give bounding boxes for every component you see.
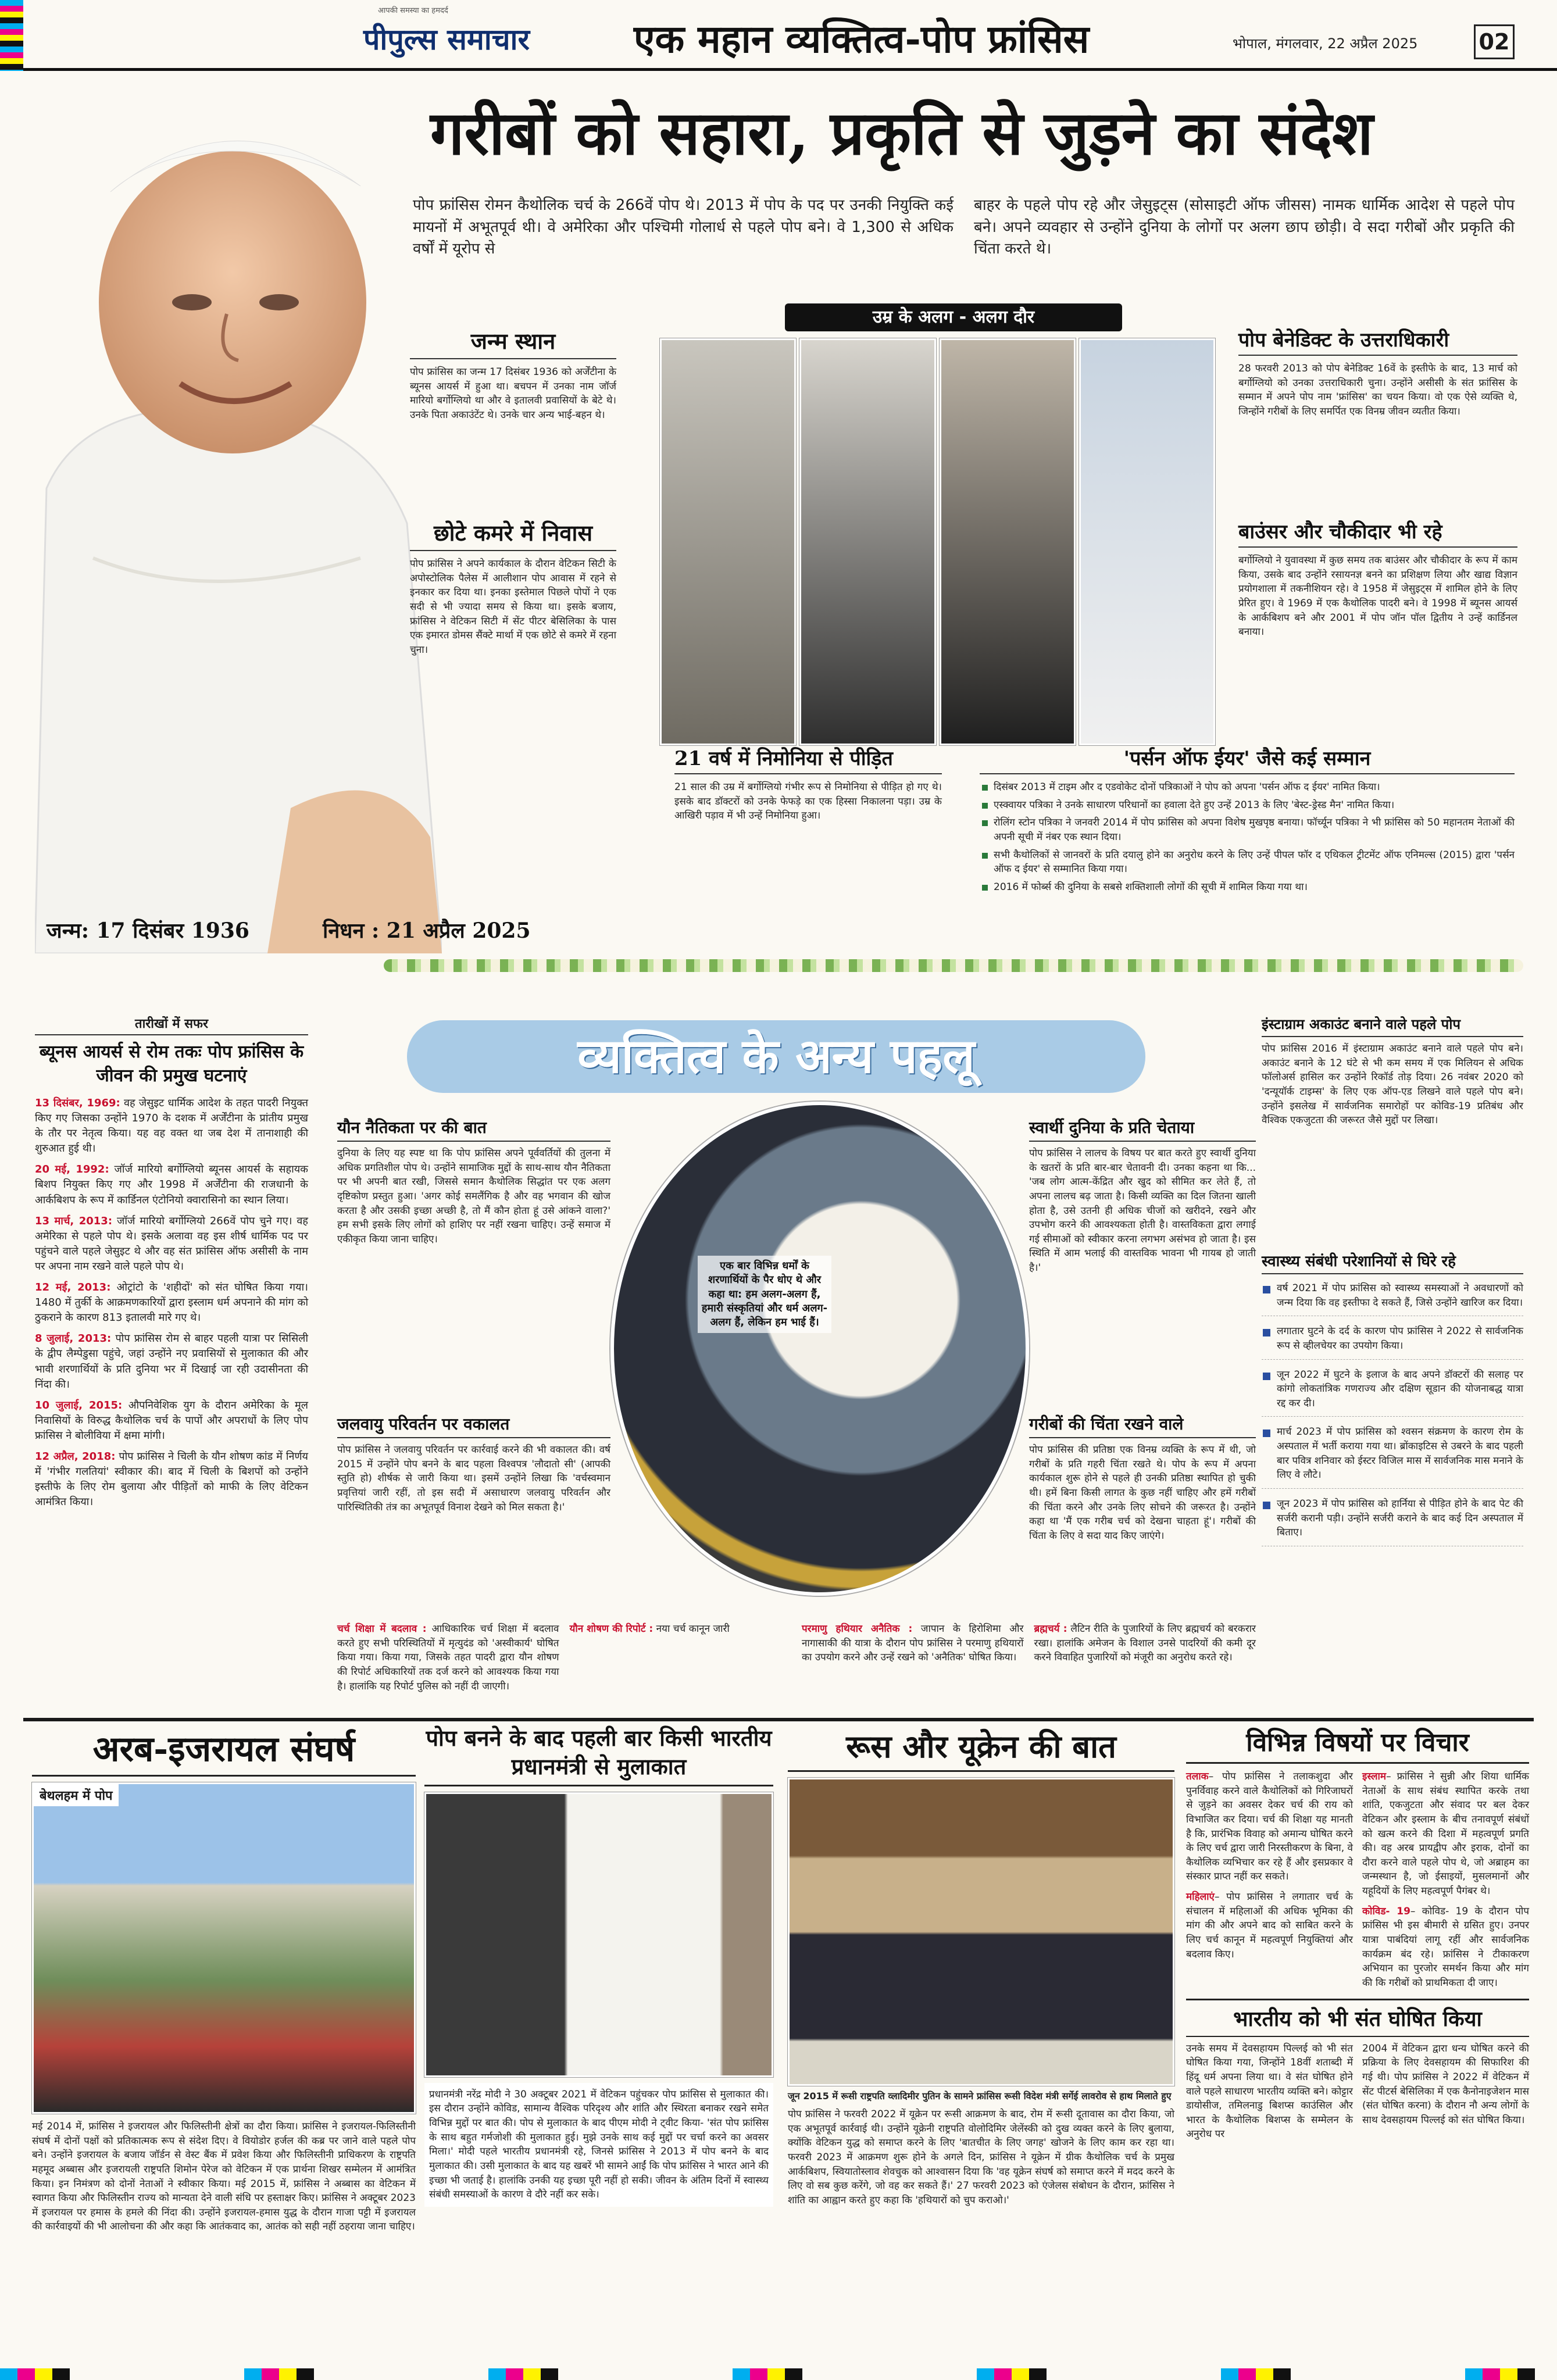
health-item: जून 2023 में पोप फ्रांसिस को हार्निया से पीड़ित होने के बाद पेट की सर्जरी करानी पड़ी। उन्होंने सर्जरी कराने के बाद कई दिन अस्पताल में बिताए।: [1262, 1497, 1523, 1546]
poor-box: [1029, 1413, 1256, 1543]
timeline-event-text: जॉर्ज मारियो बर्गोग्लियो 266वें पोप चुने गए। वह अमेरिका से पहले पोप थे। इसके अलावा वह इस शीर्ष धार्मिक पद पर पहुंचने वाले पहले जेसुइट थे और वह संत फ्रांसिस ऑफ असीसी के नाम पर अपना नाम रखने वाले पहले पोप थे।: [35, 1214, 308, 1273]
bouncer-box: [1238, 517, 1517, 639]
islam-view: [1362, 1770, 1529, 1899]
morality-text: दुनिया के लिए यह स्पष्ट था कि पोप फ्रांसिस अपने पूर्ववर्तियों की तुलना में अधिक प्रगतिशील पोप थे। उन्होंने सामाजिक मुद्दों के साथ-साथ यौन नैतिकता पर भी अपनी बात रखी, जिससे समान कैथोलिक सिद्धांत पर एक अलग दृष्टिकोण प्रस्तुत हुआ। 'अगर कोई समलैंगिक है और वह भगवान की खोज करता है और उसकी इच्छा अच्छी है, तो मैं कौन होता हूं उसे आंकने वाला?' हम सभी इसके लिए लोगों को हाशिए पर नहीं रखना चाहिए। उन्हें समाज में एकीकृत किया जाना चाहिए।: [337, 1148, 610, 1245]
timeline-event-date: 13 मार्च, 2013:: [35, 1214, 113, 1227]
timeline-event-date: 12 अप्रैल, 2018:: [35, 1450, 116, 1463]
timeline-event-date: 12 मई, 2013:: [35, 1281, 111, 1294]
strip-label: चर्च शिक्षा में बदलाव :: [337, 1623, 427, 1635]
putin-meeting-photo: [788, 1778, 1174, 2086]
photo-young-priest: [799, 338, 935, 745]
photo-pope: [1079, 338, 1215, 745]
honor-item: रोलिंग स्टोन पत्रिका ने जनवरी 2014 में पोप फ्रांसिस को अपना विशेष मुखपृष्ठ बनाया। फॉर्च्यून पत्रिका ने भी फ्रांसिस को 50 महानतम नेताओं की अपनी सूची में नंबर एक स्थान दिया।: [980, 816, 1515, 844]
climate-title: जलवायु परिवर्तन पर वकालत: [337, 1413, 610, 1438]
death-date: निधन : 21 अप्रैल 2025: [323, 919, 531, 943]
timeline-title: ब्यूनस आयर्स से रोम तकः पोप फ्रांसिस के जीवन की प्रमुख घटनाएं: [39, 1042, 304, 1086]
timeline-event: [35, 1449, 308, 1510]
honors-box: [980, 744, 1515, 898]
timeline-event: [35, 1096, 308, 1156]
women-text: – पोप फ्रांसिस ने लगातार चर्च के संचालन में महिलाओं की अधिक भूमिका की मांग की और अपने बाद को साबित करने के लिए चर्च कानून में महत्वपूर्ण नियुक्तियां और बदलाव किए।: [1186, 1891, 1353, 1960]
section-title: एक महान व्यक्तित्व-पोप फ्रांसिस: [634, 16, 1090, 62]
page-number: 02: [1474, 24, 1515, 59]
timeline-event-text: पोप फ्रांसिस ने चिली के यौन शोषण कांड में निर्णय में 'गंभीर गलतियां' स्वीकार की। बाद में चिली के बिशपों को उन्होंने इस्तीफे के लिए रोम बुलाया और पीड़ितों को माफी के लिए वेटिकन आमंत्रित किया।: [35, 1450, 308, 1509]
decorative-vine-divider: [384, 959, 1523, 972]
bottom-registration-marks: [0, 2368, 1557, 2380]
strip-label: ब्रह्मचर्य :: [1034, 1623, 1067, 1635]
timeline-event-text: ओट्रांटो के 'शहीदों' को संत घोषित किया गया। 1480 में तुर्की के आक्रमणकारियों द्वारा इस्लाम धर्म अपनाने की मांग को ठुकराने के कारण 813 इतालवी मारे गए थे।: [35, 1281, 308, 1324]
morality-title: यौन नैतिकता पर की बात: [337, 1116, 610, 1142]
climate-box: [337, 1413, 610, 1514]
islam-text: – फ्रांसिस ने सुन्नी और शिया धार्मिक नेताओं के साथ संबंध स्थापित करके तथा शांति, एकजुटता और संवाद पर बल देकर वेटिकन और इस्लाम के बीच तनावपूर्ण संबंधों को खत्म करने की दिशा में महत्वपूर्ण प्रगति की। वह अरब प्रायद्वीप और इराक, दोनों का दौरा करने वाले पहले पोप थे, जो अब्राहम का जन्मस्थान है, जो ईसाइयों, मुसलमानों और यहूदियों के लिए महत्वपूर्ण पैगंबर थे।: [1362, 1771, 1529, 1897]
timeline-event: [35, 1162, 308, 1207]
photo-child: [660, 338, 796, 745]
small-room-title: छोटे कमरे में निवास: [410, 517, 616, 551]
russia-caption: जून 2015 में रूसी राष्ट्रपति व्लादिमीर पुतिन के सामने फ्रांसिस रूसी विदेश मंत्री सर्गेई लावरोव से हाथ मिलाते हुए: [788, 2090, 1172, 2102]
small-room-box: [410, 517, 616, 657]
timeline-kicker: तारीखों में सफर: [35, 1014, 308, 1035]
logo-tagline: आपकी समस्या का हमदर्द: [378, 6, 448, 15]
poor-title: गरीबों की चिंता रखने वाले: [1029, 1413, 1256, 1438]
dateline: भोपाल, मंगलवार, 22 अप्रैल 2025: [1233, 35, 1418, 52]
honors-title: 'पर्सन ऑफ ईयर' जैसे कई सम्मान: [980, 744, 1515, 774]
strip-label: परमाणु हथियार अनैतिक :: [802, 1623, 913, 1635]
views-grid: [1186, 1770, 1529, 1991]
saint-title: भारतीय को भी संत घोषित किया: [1186, 1999, 1529, 2037]
birthplace-box: [410, 326, 616, 423]
islam-label: इस्लाम: [1362, 1771, 1387, 1782]
color-registration-marks: [0, 0, 23, 71]
bouncer-title: बाउंसर और चौकीदार भी रहे: [1238, 517, 1517, 548]
health-item: जून 2022 में घुटने के इलाज के बाद अपने डॉक्टरों की सलाह पर कांगो लोकतांत्रिक गणराज्य और दक्षिण सूडान की योजनाबद्ध यात्रा रद्द कर दी।: [1262, 1368, 1523, 1417]
honor-item: एस्क्वायर पत्रिका ने उनके साधारण परिधानों का हवाला देते हुए उन्हें 2013 के लिए 'बेस्ट-ड्रेस्ड मैन' नामित किया।: [980, 798, 1515, 813]
successor-text: 28 फरवरी 2013 को पोप बेनेडिक्ट 16वें के इस्तीफे के बाद, 13 मार्च को बर्गोग्लियो को उनका उत्तराधिकारी चुना। उन्होंने असीसी के संत फ्रांसिस के सम्मान में अपने पोप नाम 'फ्रांसिस' का चयन किया। वो एक ऐसे व्यक्ति थे, जिन्होंने गरीबों के लिए समर्पित एक विनम्र जीवन व्यतीत किया।: [1238, 363, 1517, 417]
personality-strip-item: [337, 1622, 559, 1693]
timeline-event: [35, 1398, 308, 1443]
instagram-title: इंस्टाग्राम अकाउंट बनाने वाले पहले पोप: [1262, 1014, 1523, 1037]
arab-title: अरब-इजरायल संघर्ष: [32, 1724, 416, 1777]
timeline-event-text: वह जेसुइट धार्मिक आदेश के तहत पादरी नियुक्त किए गए जिसका उन्होंने 1970 के दशक में अर्जेंटीना के प्रांतीय प्रमुख के तौर पर नेतृत्व किया। यह वह वक्त था जब देश में तानाशाही की शुरुआत हुई थी।: [35, 1097, 308, 1155]
arab-text: मई 2014 में, फ्रांसिस ने इजरायल और फिलिस्तीनी क्षेत्रों का दौरा किया। फ्रांसिस ने इजरायल-फिलिस्तीनी संघर्ष में दोनों पक्षों को प्रतिकात्मक रूप से संदेश दिए। वे वियोडोर हर्जल की कब्र पर जाने वाले पहले पोप बने। उन्होंने इजरायल के बजाय जॉर्डन से वेस्ट बैंक में प्रवेश किया और फिलिस्तीनी प्राधिकरण के राष्ट्रपति महमूद अब्बास और इजरायली राष्ट्रपति शिमोन पेरेज को वेटिकन में एक प्रार्थना शिखर सम्मेलन में आमंत्रित किया। इन निमंत्रण को दोनों नेताओं ने स्वीकार किया। मई 2015 में, फ्रांसिस ने अब्बास का वेटिकन में स्वागत किया और फिलिस्तीन राज्य को मान्यता देने वाली संधि पर हस्ताक्षर किए। फ्रांसिस ने अक्टूबर 2023 में इजरायल पर हमास के हमले की निंदा की। उन्होंने इजरायल-हमास युद्ध के दौरान गाजा पट्टी में इजरायल की कार्रवाइयों की भी आलोचना की और कहा कि आतंकवाद का, आतंक को सही नहीं ठहराया जाना चाहिए।: [32, 2121, 416, 2233]
selfish-text: पोप फ्रांसिस ने लालच के विषय पर बात करते हुए स्वार्थी दुनिया के खतरों के प्रति बार-बार चेतावनी दी। उनका कहना था कि... 'जब लोग आत्म-केंद्रित और खुद को सीमित कर लेते हैं, तो अपना लालच बढ़ जाता है। किसी व्यक्ति का दिल जितना खाली होता है, उसे उतनी ही अधिक चीजों को खरीदने, रखने और उपभोग करने की आवश्यकता होती है। वास्तविकता द्वारा लगाई गई सीमाओं को स्वीकार करना लगभग असंभव हो जाता है। इस स्थिति में आम भलाई की वास्तविक भावना भी गायब हो जाती है।': [1029, 1148, 1256, 1274]
honors-list: [980, 780, 1515, 894]
successor-title: पोप बेनेडिक्ट के उत्तराधिकारी: [1238, 326, 1517, 356]
saint-text-left: उनके समय में देवसहायम पिल्लई को भी संत घोषित किया गया, जिन्होंने 18वीं शताब्दी में हिंदू धर्म अपना लिया था। वे संत घोषित होने वाले पहले साधारण भारतीय व्यक्ति बने। कोट्टार डायोसीज, तमिलनाडु बिशप्स काउंसिल और भारत के कैथोलिक बिशप्स के सम्मेलन के अनुरोध पर: [1186, 2042, 1353, 2140]
health-box: [1262, 1250, 1523, 1554]
honor-item: 2016 में फोर्ब्स की दुनिया के सबसे शक्तिशाली लोगों की सूची में शामिल किया गया था।: [980, 880, 1515, 895]
timeline-event-text: पोप फ्रांसिस रोम से बाहर पहली यात्रा पर सिसिली के द्वीप लैम्पेडुसा पहुंचे, जहां उन्होंने नए प्रवासियों से मुलाकात की और भावी शरणार्थियों के प्रति दुनिया भर में दिखाई जा रही उदासीनता की निंदा की।: [35, 1332, 308, 1391]
successor-box: [1238, 326, 1517, 419]
intro-left: पोप फ्रांसिस रोमन कैथोलिक चर्च के 266वें पोप थे। 2013 में पोप के पद पर उनकी नियुक्ति कई मायनों में अभूतपूर्व थी। वे अमेरिका और पश्चिमी गोलार्ध से पहले पोप बने। वे 1,300 से अधिक वर्षों में यूरोप से: [413, 196, 954, 258]
bethlehem-photo-label: बेथलहम में पोप: [34, 1784, 119, 1806]
masthead: [0, 0, 1557, 71]
modi-title: पोप बनने के बाद पहली बार किसी भारतीय प्रधानमंत्री से मुलाकात: [424, 1724, 773, 1786]
health-title: स्वास्थ्य संबंधी परेशानियों से घिरे रहे: [1262, 1250, 1523, 1274]
section-divider: [23, 1718, 1534, 1721]
foot-washing-photo: [610, 1102, 1029, 1596]
russia-title: रूस और यूक्रेन की बात: [788, 1724, 1174, 1772]
pope-portrait-illustration: [35, 81, 442, 953]
selfish-title: स्वार्थी दुनिया के प्रति चेताया: [1029, 1116, 1256, 1142]
covid-view: [1362, 1904, 1529, 1991]
selfish-box: [1029, 1116, 1256, 1275]
instagram-box: [1262, 1014, 1523, 1128]
ages-photo-strip: [660, 338, 1215, 745]
timeline-event-date: 10 जुलाई, 2015:: [35, 1399, 123, 1411]
strip-text: आधिकारिक चर्च शिक्षा में बदलाव करते हुए सभी परिस्थितियों में मृत्युदंड को 'अस्वीकार्य' घोषित किया गया। किया गया, जिसके तहत पादरी द्वारा यौन शोषण की रिपोर्ट अधिकारियों तक दर्ज करने को आवश्यक किया गया है। हालांकि यह रिपोर्ट पुलिस को नहीं दी जाएगी।: [337, 1623, 559, 1692]
women-label: महिलाएं: [1186, 1891, 1215, 1903]
pneumonia-box: [674, 744, 942, 823]
small-room-text: पोप फ्रांसिस ने अपने कार्यकाल के दौरान वेटिकन सिटी के अपोस्टोलिक पैलेस में आलीशान पोप आवास में रहने से इनकार कर दिया था। इनका इस्तेमाल पिछले पोपों ने एक सदी से भी ज्यादा समय से किया था। इसके बजाय, फ्रांसिस ने वेटिकन सिटी में सेंट पीटर बेसिलिका के पास एक इमारत डोमस सैंक्टे मार्था में एक छोटे से कमरे में रहना चुना।: [410, 558, 616, 656]
strip-label: यौन शोषण की रिपोर्ट :: [569, 1623, 653, 1635]
saint-grid: [1186, 2042, 1529, 2142]
climate-text: पोप फ्रांसिस ने जलवायु परिवर्तन पर कार्रवाई करने की भी वकालत की। वर्ष 2015 में उन्होंने पोप बनने के बाद पहला विश्वपत्र 'लौदातो सी' (आपकी स्तुति हो) शीर्षक से जारी किया था। इसमें उन्होंने लिखा कि 'वर्चस्वमान प्रवृत्तियां जारी रहीं, तो इस सदी में असाधारण जलवायु परिवर्तन और पारिस्थितिकी तंत्र का अभूतपूर्व विनाश देखने को मिल सकता है।': [337, 1444, 610, 1513]
divorce-label: तलाक: [1186, 1771, 1209, 1782]
strip-text: जापान के हिरोशिमा और नागासाकी की यात्रा के दौरान पोप फ्रांसिस ने परमाणु हथियारों का उपयोग करने और उन्हें रखने को 'अनैतिक' घोषित किया।: [802, 1623, 1024, 1664]
health-item: मार्च 2023 में पोप फ्रांसिस को श्वसन संक्रमण के कारण रोम के अस्पताल में भर्ती कराया गया था। ब्रोंकाइटिस से उबरने के बाद पहली बार पवित्र शनिवार को ईस्टर विजिल मास में सार्वजनिक मास मनाने के लिए वे लौटे।: [1262, 1425, 1523, 1489]
personality-strip-item: [802, 1622, 1024, 1693]
photo-cardinal: [940, 338, 1076, 745]
health-item: वर्ष 2021 में पोप फ्रांसिस को स्वास्थ्य समस्याओं ने अवधारणों को जन्म दिया कि वह इस्तीफा दे सकते हैं, जिसे उन्होंने खारिज कर दिया।: [1262, 1281, 1523, 1316]
personality-strip-item: [1034, 1622, 1256, 1693]
poor-text: पोप फ्रांसिस की प्रतिष्ठा एक विनम्र व्यक्ति के रूप में थी, जो गरीबों के प्रति गहरी चिंता रखते थे। पोप के रूप में अपना कार्यकाल शुरू होने से पहले ही उनकी प्रतिष्ठा स्थापित हो चुकी थी। हमें बिना किसी लागत के कुछ नहीं चाहिए और हमें गरीबों की चिंता करने और उनके लिए सोचने की जरूरत है। उन्होंने कहा था 'मैं एक गरीब चर्च को देखना चाहता हूं'। गरीबों की चिंता के लिए वे सदा याद किए जाएंगे।: [1029, 1444, 1256, 1542]
birth-date: जन्म: 17 दिसंबर 1936: [47, 919, 249, 943]
honor-item: सभी कैथोलिकों से जानवरों के प्रति दयालु होने का अनुरोध करने के लिए उन्हें पीपल फॉर द एथिकल ट्रीटमेंट ऑफ एनिमल्स (2015) द्वारा 'पर्सन ऑफ द ईयर' से सम्मानित किया गया।: [980, 848, 1515, 877]
top-headline: गरीबों को सहारा, प्रकृति से जुड़ने का संदेश: [430, 97, 1373, 169]
foot-washing-quote: एक बार विभिन्न धर्मों के शरणार्थियों के पैर धोए थे और कहा था: हम अलग-अलग हैं, हमारी संस्कृतियां और धर्म अलग-अलग हैं, लेकिन हम भाई हैं।: [698, 1256, 831, 1333]
bethlehem-photo: [32, 1782, 416, 2114]
strip-text: नया चर्च कानून जारी: [656, 1623, 730, 1635]
timeline-event-text: जॉर्ज मारियो बर्गोग्लियो ब्यूनस आयर्स के सहायक बिशप नियुक्त किए गए और 1998 में अर्जेंटीना की राजधानी के आर्कबिशप के रूप में कार्डिनल एंटोनियो क्वारासिनो का स्थान लिया।: [35, 1163, 308, 1206]
modi-pope-photo: [424, 1792, 773, 2077]
russia-section: [788, 1724, 1174, 2208]
views-title: विभिन्न विषयों पर विचार: [1186, 1724, 1529, 1764]
timeline-event-text: औपनिवेशिक युग के दौरान अमेरिका के मूल निवासियों के विरुद्ध कैथोलिक चर्च के पापों और अपराधों के लिए पोप फ्रांसिस ने बोलीविया में क्षमा मांगी।: [35, 1399, 308, 1442]
divorce-view: [1186, 1770, 1353, 1884]
divorce-text: – पोप फ्रांसिस ने तलाकशुदा और पुनर्विवाह करने वाले कैथोलिकों को गिरिजाघरों से जुड़ने का अवसर देकर चर्च की राय को विभाजित कर दिया। चर्च की शिक्षा यह मानती है कि, प्रारंभिक विवाह को अमान्य घोषित करने के लिए चर्च द्वारा जारी निरस्तीकरण के बिना, वे कैथोलिक व्यभिचार कर रहे हैं और इसप्रकार वे संस्कार प्राप्त नहीं कर सकते।: [1186, 1771, 1353, 1883]
personality-strip: [337, 1622, 1256, 1693]
modi-section: [424, 1724, 773, 2207]
timeline-column: [35, 1014, 308, 1516]
modi-text: प्रधानमंत्री नरेंद्र मोदी ने 30 अक्टूबर 2021 में वेटिकन पहुंचकर पोप फ्रांसिस से मुलाकात की। इस दौरान उन्होंने कोविड, सामान्य वैश्विक परिदृश्य और शांति और स्थिरता बनाकर रखने समेत विभिन्न मुद्दों पर बात की। पोप से मुलाकात के बाद पीएम मोदी ने ट्वीट किया- 'संत पोप फ्रांसिस के साथ बहुत गर्मजोशी की मुलाकात हुई। मुझे उनके साथ कई मुद्दों पर चर्चा करने का अवसर मिला।' मोदी पहले भारतीय प्रधानमंत्री रहे, जिनसे फ्रांसिस ने 2013 में पोप बनने के बाद मुलाकात की। उसी मुलाकात के बाद यह खबरें भी सामने आईं कि पोप फ्रांसिस ने भारत आने की इच्छा भी जताई है। हालांकि उनकी यह इच्छा पूरी नहीं हो सकी। जीवन के अंतिम दिनों में स्वास्थ्य संबंधी समस्याओं के कारण वे दौरे नहीं कर सके।: [424, 2083, 773, 2207]
women-view: [1186, 1890, 1353, 1961]
pope-portrait: [35, 81, 442, 953]
personality-title: व्यक्तित्व के अन्य पहलू: [407, 1020, 1145, 1093]
timeline-event: [35, 1214, 308, 1274]
timeline-event: [35, 1331, 308, 1392]
birthplace-title: जन्म स्थान: [410, 326, 616, 359]
personality-strip-item: [570, 1622, 792, 1693]
views-section: [1186, 1724, 1529, 2142]
honor-item: दिसंबर 2013 में टाइम और द एडवोकेट दोनों पत्रिकाओं ने पोप को अपना 'पर्सन ऑफ द ईयर' नामित किया।: [980, 780, 1515, 795]
russia-text: पोप फ्रांसिस ने फरवरी 2022 में यूक्रेन पर रूसी आक्रमण के बाद, रोम में रूसी दूतावास का दौरा किया, जो एक अभूतपूर्व कार्रवाई थी। उन्होंने यूक्रेनी राष्ट्रपति वोलोदिमिर जेलेंस्की को दुख व्यक्त करने के लिए बुलाया, क्योंकि वेटिकन युद्ध को समाप्त करने के लिए 'बातचीत के लिए जगह' खोजने के लिए काम कर रहा था। फरवरी 2023 में आक्रमण शुरू होने के अगले दिन, फ्रांसिस ने यूक्रेन में ग्रीक कैथोलिक चर्च के प्रमुख आर्कबिशप, स्वियातोस्लाव शेवचुक को आश्वासन दिया कि 'वह यूक्रेन संघर्ष को समाप्त करने में मदद करने के लिए वो सब कुछ करेंगे, जो वह कर सकते हैं।' 27 फरवरी 2023 को एंजेलस संबोधन के दौरान, फ्रांसिस ने शांति का आह्वान करते हुए कहा कि 'हथियारों को चुप कराओ।': [788, 2109, 1174, 2207]
timeline-event-date: 20 मई, 1992:: [35, 1163, 109, 1176]
covid-text: – कोविड- 19 के दौरान पोप फ्रांसिस भी इस बीमारी से ग्रसित हुए। उनपर यात्रा पाबंदियां लागू रहीं और सार्वजनिक कार्यक्रम बंद रहे। फ्रांसिस ने टीकाकरण अभियान का पुरजोर समर्थन किया और मांग की कि गरीबों को प्राथमिकता दी जाए।: [1362, 1905, 1529, 1989]
arab-section: [32, 1724, 416, 2234]
strip-text: लैटिन रीति के पुजारियों के लिए ब्रह्मचर्य को बरकरार रखा। हालांकि अमेजन के विशाल उनसे पादरियों की कमी दूर करने विवाहित पुजारियों को मंजूरी का अनुरोध करते रहे।: [1034, 1623, 1256, 1664]
timeline-event: [35, 1280, 308, 1325]
ages-label: उम्र के अलग - अलग दौर: [785, 303, 1122, 331]
pneumonia-text: 21 साल की उम्र में बर्गोग्लियो गंभीर रूप से निमोनिया से पीड़ित हो गए थे। इसके बाद डॉक्टरों को उनके फेफड़े का एक हिस्सा निकालना पड़ा। उम्र के आखिरी पड़ाव में भी उन्हें निमोनिया हुआ।: [674, 781, 942, 822]
timeline-event-date: 8 जुलाई, 2013:: [35, 1332, 112, 1345]
views-right-column: [1362, 1770, 1529, 1991]
views-left-column: [1186, 1770, 1353, 1991]
saint-text-right: 2004 में वेटिकन द्वारा धन्य घोषित करने की प्रक्रिया के लिए देवसहायम की सिफारिश की गई थी। पोप फ्रांसिस ने 2022 में वेटिकन में सेंट पीटर्स बेसिलिका में एक कैनोनाइजेशन मास (संत घोषित करना) के दौरान नौ अन्य लोगों के साथ देवसहायम पिल्लई को संत घोषित किया।: [1362, 2042, 1529, 2126]
intro-right: बाहर के पहले पोप रहे और जेसुइट्स (सोसाइटी ऑफ जीसस) नामक धार्मिक आदेश से पहले पोप बने। अपने व्यवहार से उन्होंने दुनिया के लोगों पर अलग छाप छोड़ी। वे सदा गरीबों और प्रकृति की चिंता करते थे।: [974, 196, 1515, 258]
health-item: लगातार घुटने के दर्द के कारण पोप फ्रांसिस ने 2022 से सार्वजनिक रूप से व्हीलचेयर का उपयोग किया।: [1262, 1324, 1523, 1359]
instagram-text: पोप फ्रांसिस 2016 में इंस्टाग्राम अकाउंट बनाने वाले पहले पोप बने। अकाउंट बनाने के 12 घंटे से भी कम समय में एक मिलियन से अधिक फॉलोअर्स हासिल कर उन्होंने रिकॉर्ड तोड़ दिया। 26 नवंबर 2020 को 'दन्यूयॉर्क टाइम्स' के लिए एक ऑप-एड लिखने वाले पहले पोप बने। उन्होंने इसलेख में सार्वजनिक समारोहों पर कोविड-19 प्रतिबंध और वैश्विक एकजुटता की जरूरत जैसे मुद्दों पर लिखा।: [1262, 1043, 1523, 1127]
bouncer-text: बर्गोग्लियो ने युवावस्था में कुछ समय तक बाउंसर और चौकीदार के रूप में काम किया, उसके बाद उन्होंने रसायनज्ञ बनने का प्रशिक्षण लिया और खाद्य विज्ञान प्रयोगशाला में तकनीशियन रहे। वे 1958 में जेसुइट्स में शामिल होने के लिए प्रेरित हुए। वे 1969 में एक कैथोलिक पादरी बने। वे 1998 में ब्यूनस आयर्स के आर्कबिशप बने और 2001 में पोप जॉन पॉल द्वितीय ने उन्हें कार्डिनल बनाया।: [1238, 555, 1517, 638]
birthplace-text: पोप फ्रांसिस का जन्म 17 दिसंबर 1936 को अर्जेंटीना के ब्यूनस आयर्स में हुआ था। बचपन में उनका नाम जॉर्ज मारियो बर्गोग्लियो था और वे इतालवी प्रवासियों के बेटे थे। उनके पिता अकाउंटेंट थे। उनके चार अन्य भाई-बहन थे।: [410, 366, 616, 421]
covid-label: कोविड- 19: [1362, 1905, 1410, 1917]
morality-box: [337, 1116, 610, 1246]
health-list: [1262, 1281, 1523, 1546]
logo: पीपुल्स समाचार: [363, 22, 530, 56]
timeline-events: [35, 1096, 308, 1510]
pneumonia-title: 21 वर्ष में निमोनिया से पीड़ित: [674, 744, 942, 774]
timeline-event-date: 13 दिसंबर, 1969:: [35, 1097, 120, 1109]
